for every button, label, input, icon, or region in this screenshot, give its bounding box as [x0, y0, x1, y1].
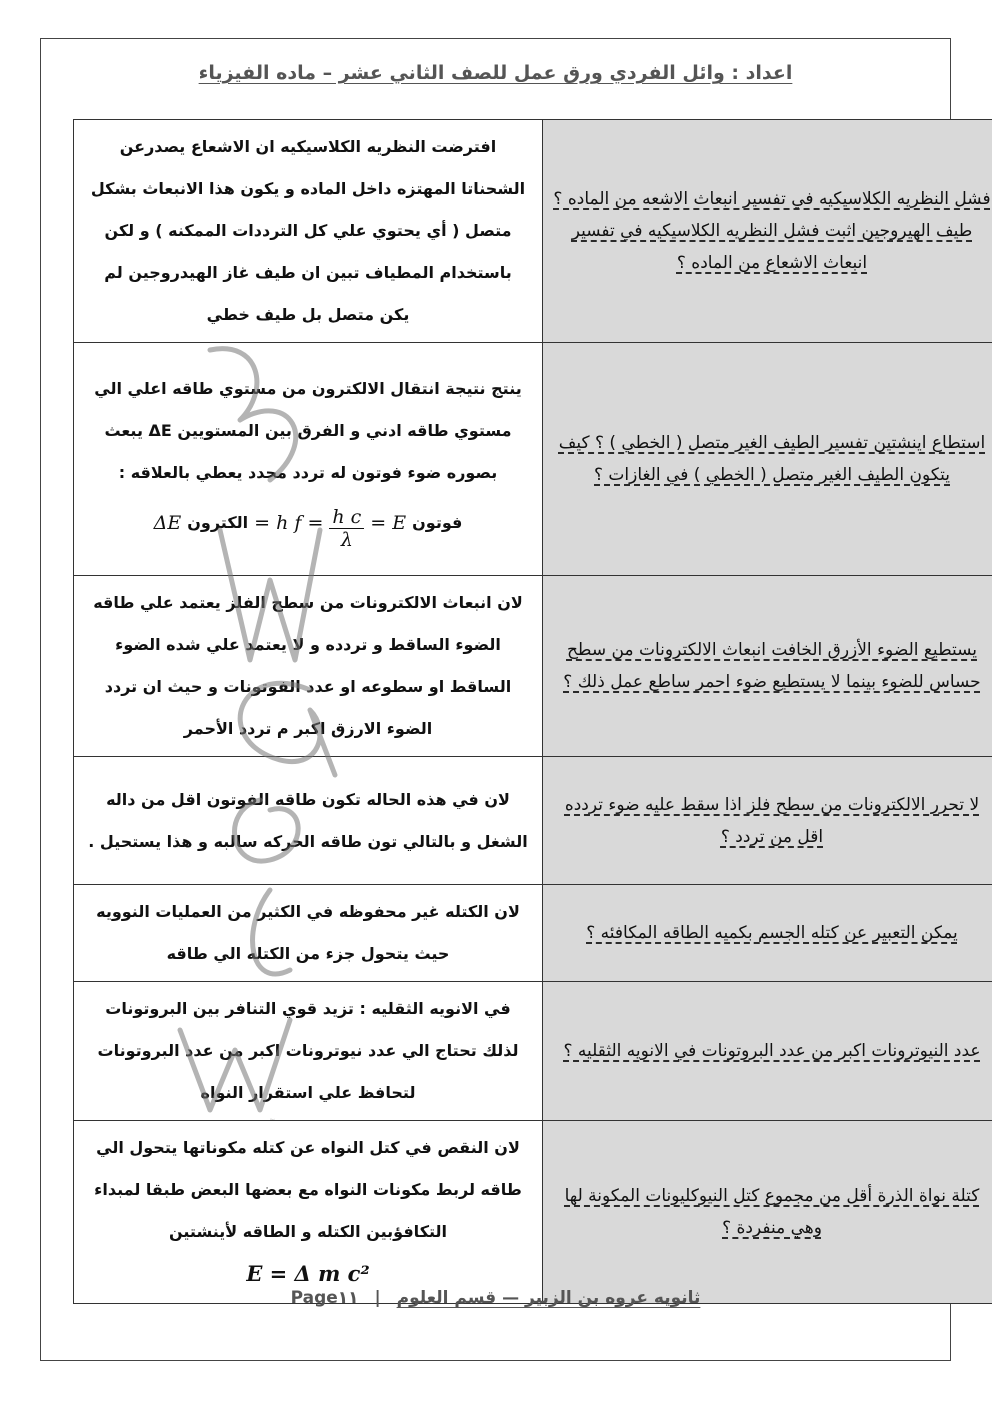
answer-text: لان النقص في كتل النواه عن كتله مكوناتها يتحول الي طاقه لربط مكونات النواه مع بعضها البعض طبقا لمبداء التكافؤبين الكتله و الطاقه لأينشتين: [94, 1138, 522, 1241]
formula-denominator: λ: [340, 528, 353, 551]
page-footer: [40, 1288, 951, 1308]
footer-separator: |: [374, 1288, 381, 1308]
table-row: [74, 982, 992, 1121]
question-cell: [543, 885, 992, 982]
question-cell: [543, 982, 992, 1121]
formula-lhs: ΔE: [153, 512, 182, 534]
answer-cell: [74, 885, 543, 982]
formula-rhs-label: فوتون: [412, 513, 463, 532]
answer-cell: [74, 982, 543, 1121]
formula-numerator: h c: [329, 506, 364, 529]
table-row: [74, 343, 992, 576]
page-number: Page١١: [290, 1288, 359, 1308]
mass-energy-formula: E = Δ m c²: [246, 1261, 370, 1286]
table-row: [74, 1121, 992, 1304]
question-text: يمكن التعبير عن كتله الجسم بكميه الطاقه المكافئه ؟: [586, 923, 958, 943]
formula-lhs-label: الكترون: [187, 513, 249, 532]
qa-table: [73, 119, 992, 1304]
answer-cell: [74, 576, 543, 757]
question-text: عدد النيوترونات اكبر من عدد البروتونات في الانويه الثقليه ؟: [563, 1041, 981, 1061]
table-row: [74, 576, 992, 757]
answer-cell: [74, 343, 543, 576]
question-text: كتلة نواة الذرة أقل من مجموع كتل النيوكليونات المكونة لها وهي منفردة ؟: [564, 1186, 980, 1238]
formula-eq1: = h f =: [254, 512, 324, 534]
watermark-text: Wael: [270, 1119, 275, 1121]
footer-school: ثانويه عروه بن الزبير — قسم العلوم: [396, 1288, 701, 1308]
answer-text: لان في هذه الحاله تكون طاقه الفوتون اقل من داله الشغل و بالتالي تون طاقه الحركه سالبه و هذا يستحيل .: [88, 789, 528, 851]
answer-text: لان الكتله غير محفوظه في الكثير من العمليات النوويه حيث يتحول جزء من الكتله الي طاقه: [96, 902, 520, 963]
question-cell: [543, 1121, 992, 1304]
table-row: [74, 120, 992, 343]
answer-text: لان انبعاث الالكترونات من سطح الفلز يعتمد علي طاقه الضوء الساقط و تردده و لا يعتمد علي شده الضوء الساقط او سطوعه او عدد الفوتونات و حيث ان تردد الضوء الارزق اكبر م تردد الأحمر: [93, 593, 523, 738]
question-cell: [543, 120, 992, 343]
page-header: اعداد : وائل الفردي ورق عمل للصف الثاني عشر – ماده الفيزياء: [198, 62, 793, 84]
table-row: [74, 885, 992, 982]
question-text: يستطيع الضوء الأزرق الخافت انبعاث الالكترونات من سطح حساس للضوء بينما لا يستطيع ضوء احمر ساطع عمل ذلك ؟: [563, 640, 981, 692]
answer-text: افترضت النظريه الكلاسيكيه ان الاشعاع يصدرعن الشحناتا المهتزه داخل الماده و يكون هذا الانبعاث بشكل متصل ( أي يحتوي علي كل الترددات الممكنه ) و لكن باستخدام المطياف تبين ان طيف غاز الهيدروجين لم يكن متصل بل طيف خطي: [90, 137, 526, 324]
answer-cell: [74, 1121, 543, 1304]
answer-text: في الانويه الثقليه : تزيد قوي التنافر بين البروتونات لذلك تحتاج الي عدد نيوترونات اكبر من عدد البروتونات لتحافظ علي استقرار النواه: [97, 999, 519, 1102]
answer-cell: [74, 120, 543, 343]
question-cell: [543, 757, 992, 885]
question-text: فشل النظريه الكلاسيكيه في تفسير انبعاث الاشعه من الماده ؟ طيف الهيروجين اثبت فشل النظريه الكلاسيكيه في تفسير انبعاث الاشعاع من الماده ؟: [553, 189, 991, 273]
answer-text: ينتج نتيجة انتقال الالكترون من مستوي طاقه اعلي الي مستوي طاقه ادني و الفرق بين المستويين ΔE يبعث بصوره ضوء فوتون له تردد محدد يعطي بالعلاقه :: [94, 378, 522, 482]
question-text: استطاع اينشتين تفسير الطيف الغير متصل ( الخطي ) ؟ كيف يتكون الطيف الغير متصل ( الخطي ) في الغازات ؟: [558, 433, 986, 485]
question-cell: [543, 576, 992, 757]
photon-energy-formula: [88, 496, 528, 551]
formula-eq2: = E: [370, 512, 407, 534]
question-cell: [543, 343, 992, 576]
question-text: لا تحرر الالكترونات من سطح فلز اذا سقط عليه ضوء تردده اقل من تردد ؟: [564, 794, 980, 847]
answer-cell: [74, 757, 543, 885]
table-row: [74, 757, 992, 885]
